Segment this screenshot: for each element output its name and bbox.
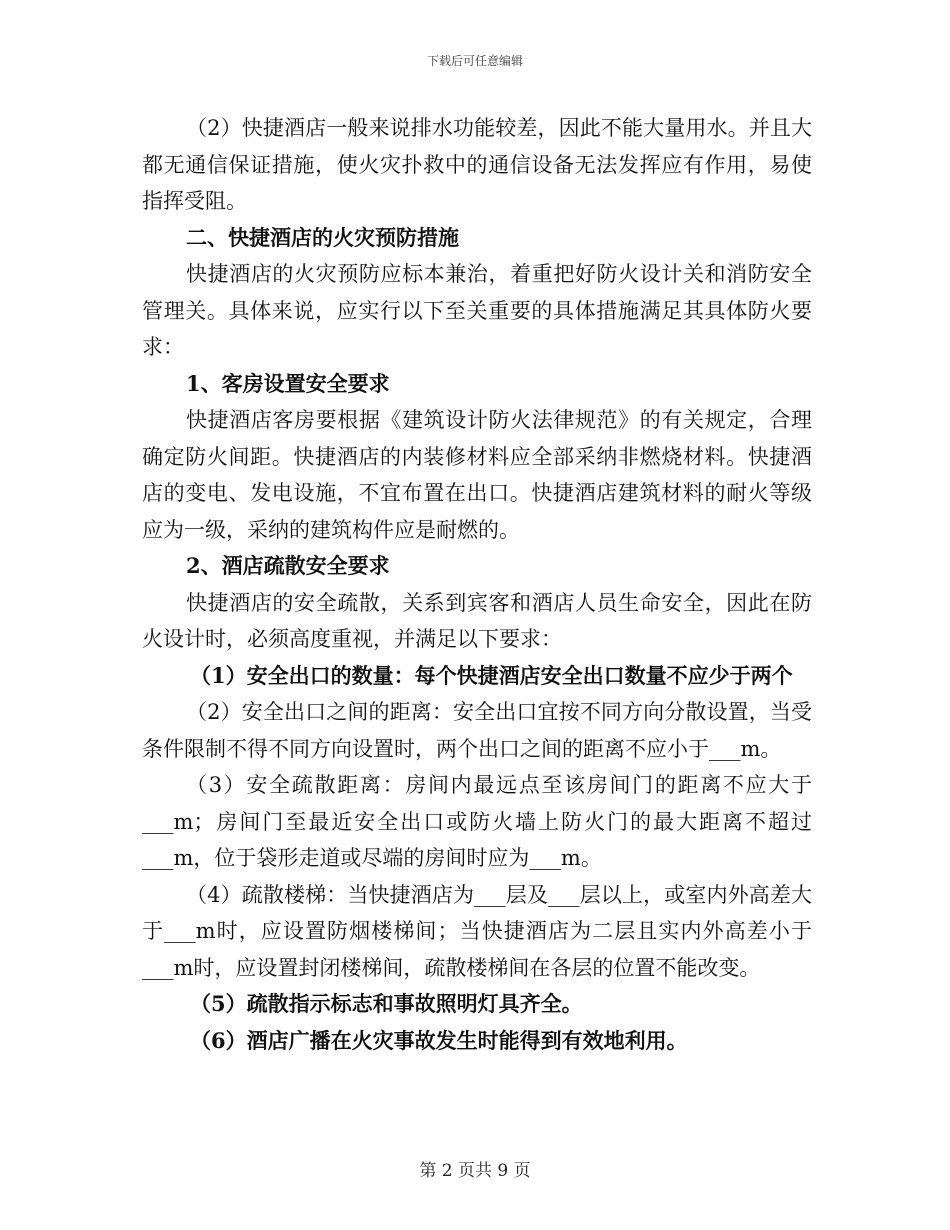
document-body: [142, 110, 812, 1059]
paragraph-drainage: （2）快捷酒店一般来说排水功能较差，因此不能大量用水。并且大都无通信保证措施，使火灾扑救中的通信设备无法发挥应有作用，易使指挥受阻。: [142, 116, 812, 213]
subheading-guest-room: 1、客房设置安全要求: [186, 370, 390, 396]
item-broadcast: （6）酒店广播在火灾事故发生时能得到有效地利用。: [190, 1027, 688, 1053]
paragraph-prevention-intro: 快捷酒店的火灾预防应标本兼治，着重把好防火设计关和消防安全管理关。具体来说，应实行以下至关重要的具体措施满足其具体防火要求：: [142, 262, 812, 359]
page-footer: 第 2 页共 9 页: [419, 1161, 531, 1181]
section-heading-prevention: 二、快捷酒店的火灾预防措施: [186, 224, 459, 250]
paragraph-evacuation-intro: 快捷酒店的安全疏散，关系到宾客和酒店人员生命安全，因此在防火设计时，必须高度重视，并满足以下要求：: [142, 590, 812, 651]
item-stairs: （4）疏散楼梯：当快捷酒店为___层及___层以上，或室内外高差大于___m时，应设置防烟楼梯间；当快捷酒店为二层且实内外高差小于___m时，应设置封闭楼梯间，疏散楼梯间在各层的位置不能改变。: [142, 882, 812, 980]
item-evacuation-distance: （3）安全疏散距离：房间内最远点至该房间门的距离不应大于___m；房间门至最近安全出口或防火墙上防火门的最大距离不超过___m，位于袋形走道或尽端的房间时应为___m。: [142, 773, 812, 870]
subheading-evacuation: 2、酒店疏散安全要求: [186, 553, 390, 578]
item-exit-distance: （2）安全出口之间的距离：安全出口宜按不同方向分散设置，当受条件限制不得不同方向设置时，两个出口之间的距离不应小于___m。: [142, 700, 812, 761]
page-header: 下载后可任意编辑: [426, 54, 523, 68]
item-exit-count: （1）安全出口的数量：每个快捷酒店安全出口数量不应少于两个: [190, 662, 793, 688]
item-signage: （5）疏散指示标志和事故照明灯具齐全。: [190, 991, 583, 1016]
paragraph-guest-room: 快捷酒店客房要根据《建筑设计防火法律规范》的有关规定，合理确定防火间距。快捷酒店的内装修材料应全部采纳非燃烧材料。快捷酒店的变电、发电设施，不宜布置在出口。快捷酒店建筑材料的耐火等级应为一级，采纳的建筑构件应是耐燃的。: [142, 408, 812, 542]
